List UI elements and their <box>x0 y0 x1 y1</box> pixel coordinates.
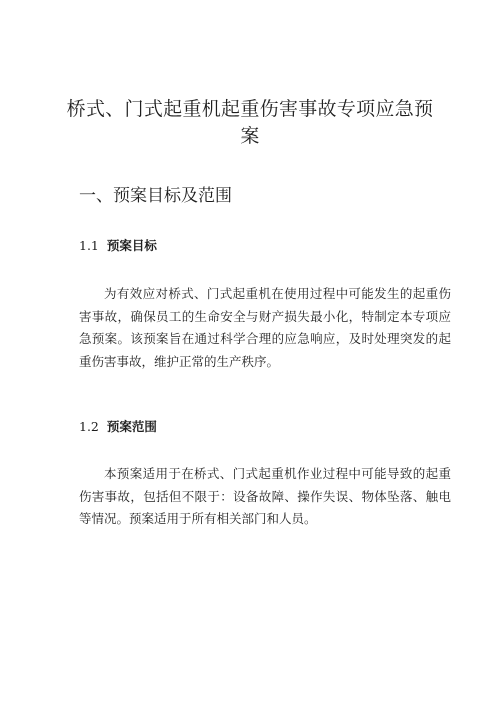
document-title: 桥式、门式起重机起重伤害事故专项应急预案 <box>66 98 434 147</box>
subsection-heading-scope <box>79 418 157 436</box>
subsection-title: 预案范围 <box>106 419 157 434</box>
subsection-title: 预案目标 <box>106 238 157 253</box>
subsection-number: 1.1 <box>79 238 99 253</box>
section-heading-goals-scope: 一、预案目标及范围 <box>79 186 232 206</box>
subsection-heading-goals <box>79 237 157 255</box>
subsection-number: 1.2 <box>79 419 99 434</box>
paragraph-goals: 为有效应对桥式、门式起重机在使用过程中可能发生的起重伤害事故，确保员工的生命安全与财产损失最小化，特制定本专项应急预案。该预案旨在通过科学合理的应急响应，及时处理突发的起重伤害事故，维护正常的生产秩序。 <box>79 286 451 369</box>
paragraph-scope: 本预案适用于在桥式、门式起重机作业过程中可能导致的起重伤害事故，包括但不限于：设备故障、操作失误、物体坠落、触电等情况。预案适用于所有相关部门和人员。 <box>79 466 451 526</box>
